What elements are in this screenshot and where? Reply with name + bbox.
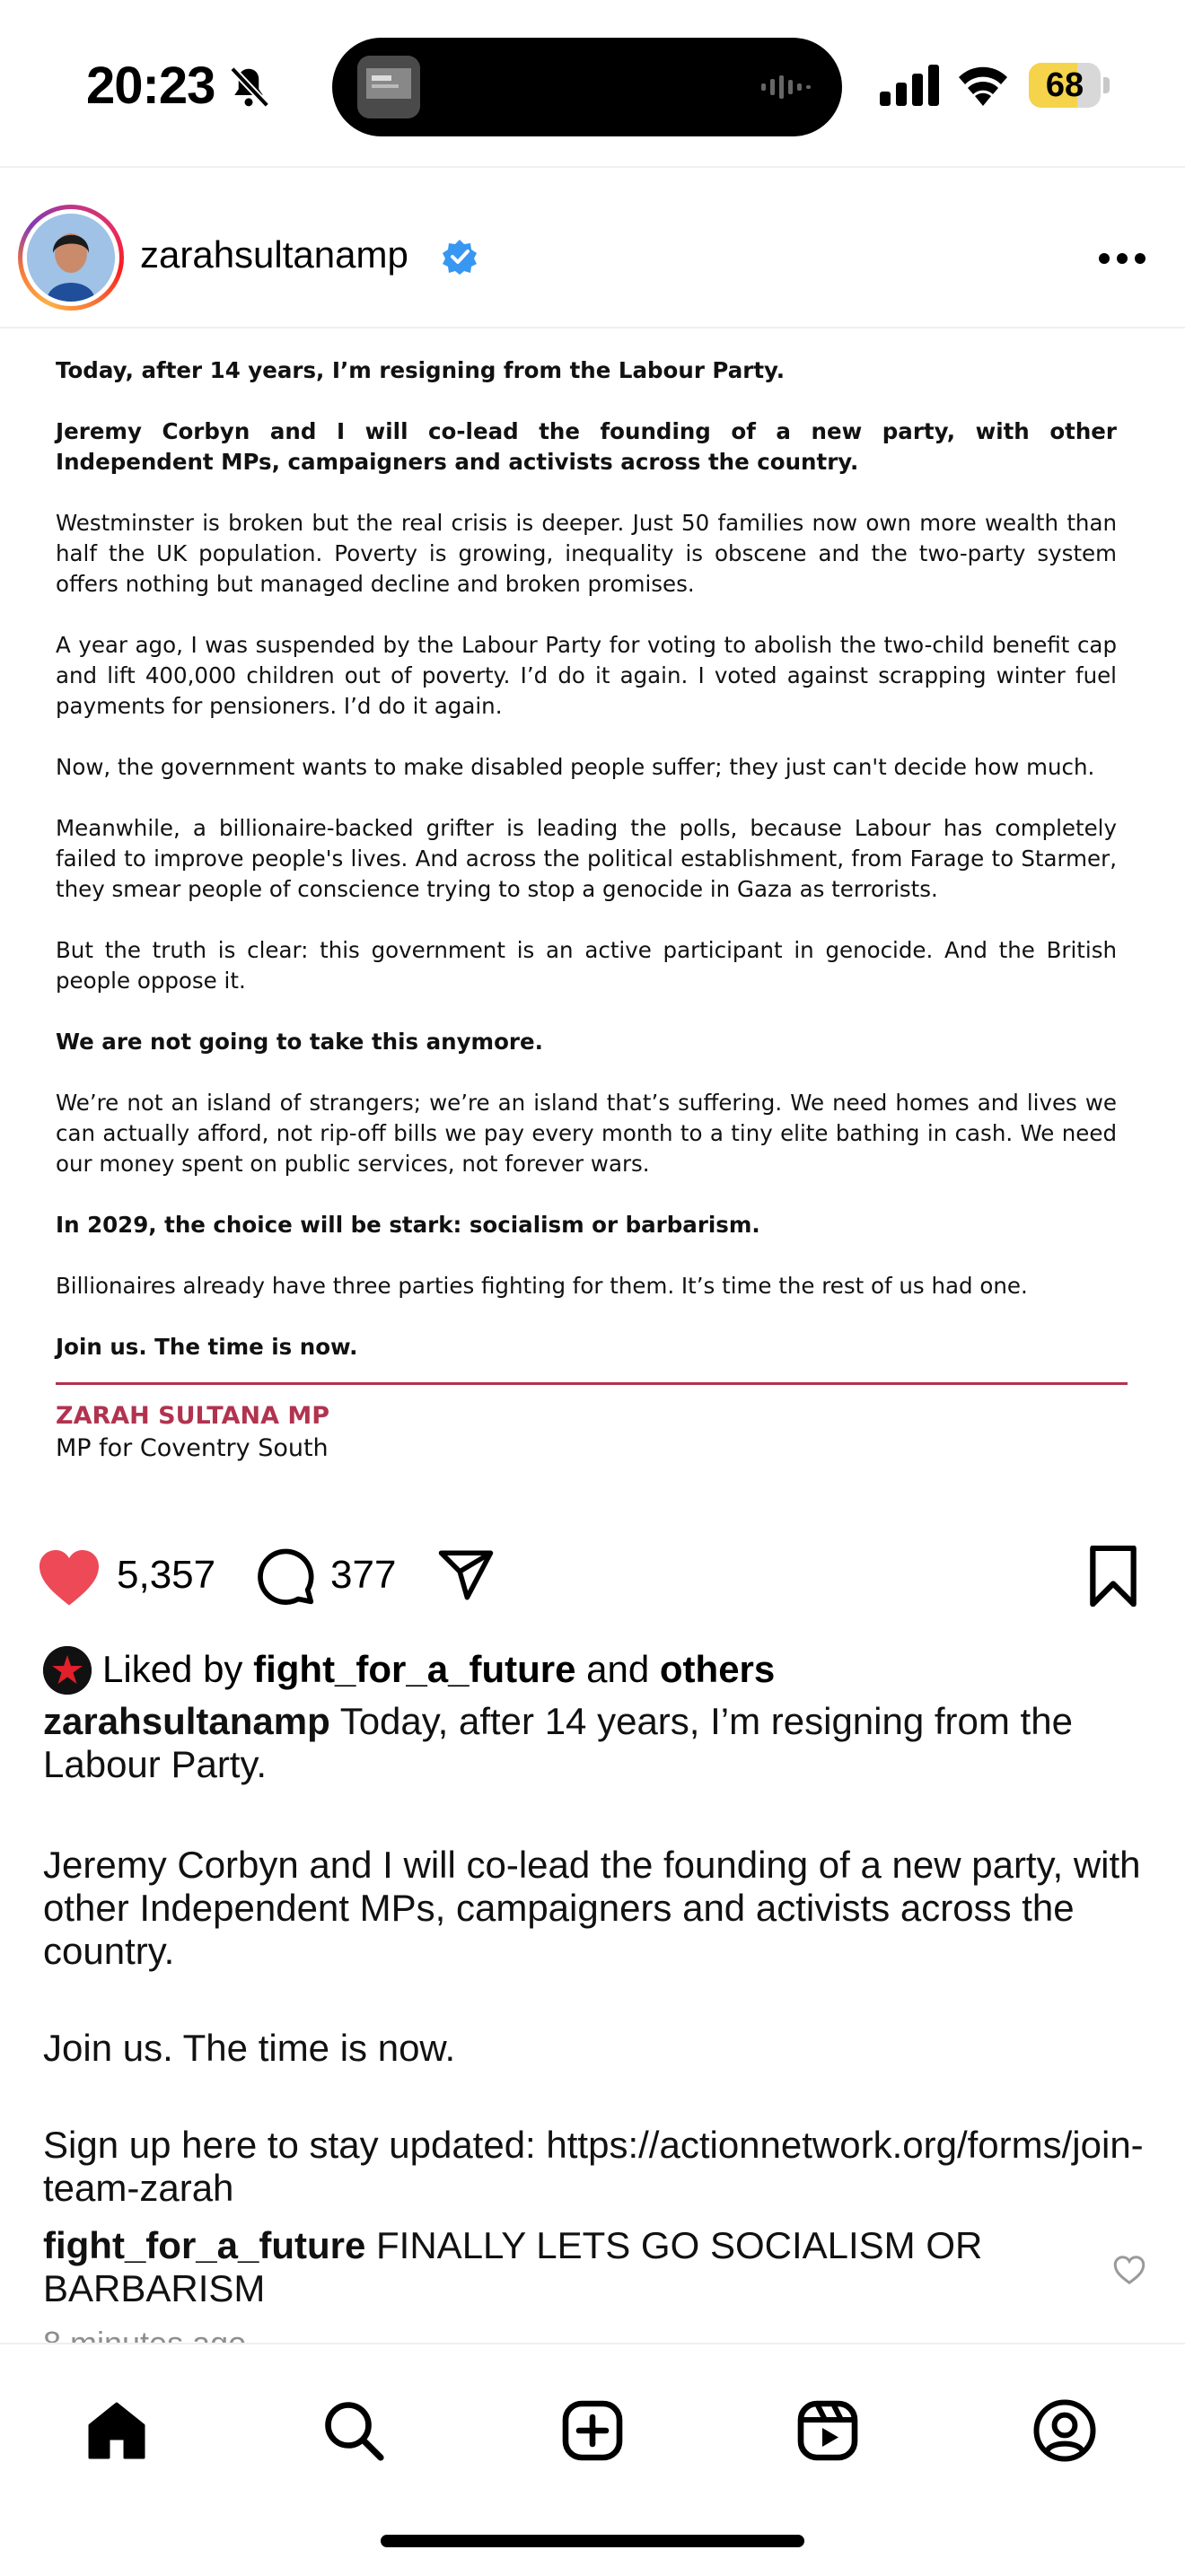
post-header — [0, 169, 1185, 327]
post-username[interactable]: zarahsultanamp — [140, 233, 408, 276]
statement-paragraph: Join us. The time is now. — [56, 1334, 358, 1360]
comment-icon[interactable] — [255, 1546, 316, 1607]
liked-by-others[interactable]: others — [659, 1648, 776, 1690]
now-playing-thumbnail — [357, 56, 420, 118]
reels-icon[interactable] — [795, 2398, 860, 2463]
liked-by-line[interactable] — [102, 1648, 775, 1691]
caption-line-1 — [43, 1700, 1147, 1786]
profile-icon[interactable] — [1032, 2398, 1097, 2463]
like-count[interactable]: 5,357 — [117, 1553, 216, 1597]
home-indicator[interactable] — [381, 2535, 804, 2547]
status-time: 20:23 — [86, 57, 215, 115]
statement-paragraph: Jeremy Corbyn and I will co-lead the founding of a new party, with other Independent MPs, campaigners and activists across the country. — [56, 418, 1117, 475]
bookmark-icon[interactable] — [1086, 1546, 1140, 1607]
battery-level: 68 — [1045, 66, 1084, 104]
story-ring[interactable] — [18, 205, 124, 311]
heart-filled-icon[interactable] — [36, 1547, 102, 1607]
liked-by-user[interactable]: fight_for_a_future — [253, 1648, 576, 1690]
statement-paragraph: We’re not an island of strangers; we’re an island that’s suffering. We need homes and lives we can actually afford, not rip-off bills we pay every month to a tiny elite bathing in cash. We need our money spent on public services, not forever wars. — [56, 1090, 1117, 1177]
statement-paragraph: Billionaires already have three parties fighting for them. It’s time the rest of us had one. — [56, 1273, 1028, 1299]
more-options-icon[interactable] — [1097, 251, 1147, 266]
caption-paragraph: Join us. The time is now. — [43, 2027, 456, 2069]
statement-paragraph: Meanwhile, a billionaire-backed grifter is leading the polls, because Labour has completely failed to improve people's lives. And across the political establishment, from Farage to Starmer, they smear people of conscience trying to stop a genocide in Gaza as terrorists. — [56, 815, 1117, 902]
avatar[interactable] — [27, 214, 115, 302]
top-comment — [43, 2224, 1058, 2310]
audio-waveform-icon — [761, 75, 815, 99]
post-image-top-divider — [0, 327, 1185, 329]
bell-slash-icon — [224, 63, 273, 111]
liked-by-avatar[interactable] — [43, 1646, 92, 1695]
statement-paragraph: Today, after 14 years, I’m resigning from the Labour Party. — [56, 357, 786, 383]
signature-role: MP for Coventry South — [56, 1434, 329, 1462]
header-divider — [0, 166, 1185, 168]
battery-indicator — [1029, 63, 1110, 108]
caption-paragraph[interactable]: Sign up here to stay updated: https://actionnetwork.org/forms/join-team-zarah — [43, 2124, 1144, 2209]
create-icon[interactable] — [560, 2398, 625, 2463]
home-icon[interactable] — [84, 2398, 149, 2463]
liked-by-joiner: and — [586, 1648, 650, 1690]
bottom-nav — [0, 2343, 1185, 2576]
statement-paragraph: A year ago, I was suspended by the Labour Party for voting to abolish the two-child benefit cap and lift 400,000 children out of poverty. I’d do it again. I voted against scrapping winter fuel payments for pensioners. I’d do it again. — [56, 632, 1117, 719]
comment-like-icon[interactable] — [1113, 2255, 1146, 2285]
signature-rule — [56, 1382, 1128, 1385]
dynamic-island[interactable] — [332, 38, 842, 136]
comment-count[interactable]: 377 — [330, 1553, 397, 1597]
share-icon[interactable] — [434, 1546, 497, 1605]
signal-icon — [880, 65, 939, 106]
wifi-icon — [955, 59, 1011, 106]
verified-badge-icon — [442, 239, 478, 275]
status-bar — [0, 0, 1185, 166]
statement-paragraph: But the truth is clear: this government is an active participant in genocide. And the British people oppose it. — [56, 937, 1117, 994]
comment-username[interactable]: fight_for_a_future — [43, 2224, 366, 2266]
statement-paragraph: Now, the government wants to make disabled people suffer; they just can't decide how much. — [56, 754, 1095, 780]
statement-paragraph: We are not going to take this anymore. — [56, 1029, 543, 1055]
statement-paragraph: In 2029, the choice will be stark: socialism or barbarism. — [56, 1212, 760, 1238]
post-image-statement[interactable] — [0, 330, 1185, 1488]
caption-text: Today, after 14 years, I’m resigning from the Labour Party. — [43, 1700, 1073, 1785]
liked-by-prefix: Liked by — [102, 1648, 243, 1690]
statement-paragraph: Westminster is broken but the real crisis is deeper. Just 50 families now own more wealth than half the UK population. Poverty is growing, inequality is obscene and the two-party system offers nothing but managed decline and broken promises. — [56, 510, 1117, 597]
comment-text: FINALLY LETS GO SOCIALISM OR BARBARISM — [43, 2224, 983, 2309]
caption-username[interactable]: zarahsultanamp — [43, 1700, 330, 1742]
caption-paragraph: Jeremy Corbyn and I will co-lead the founding of a new party, with other Independent MPs, campaigners and activists across the country. — [43, 1844, 1141, 1972]
post-actions — [0, 1526, 1185, 1625]
signature-name: ZARAH SULTANA MP — [56, 1402, 330, 1430]
search-icon[interactable] — [321, 2398, 386, 2463]
